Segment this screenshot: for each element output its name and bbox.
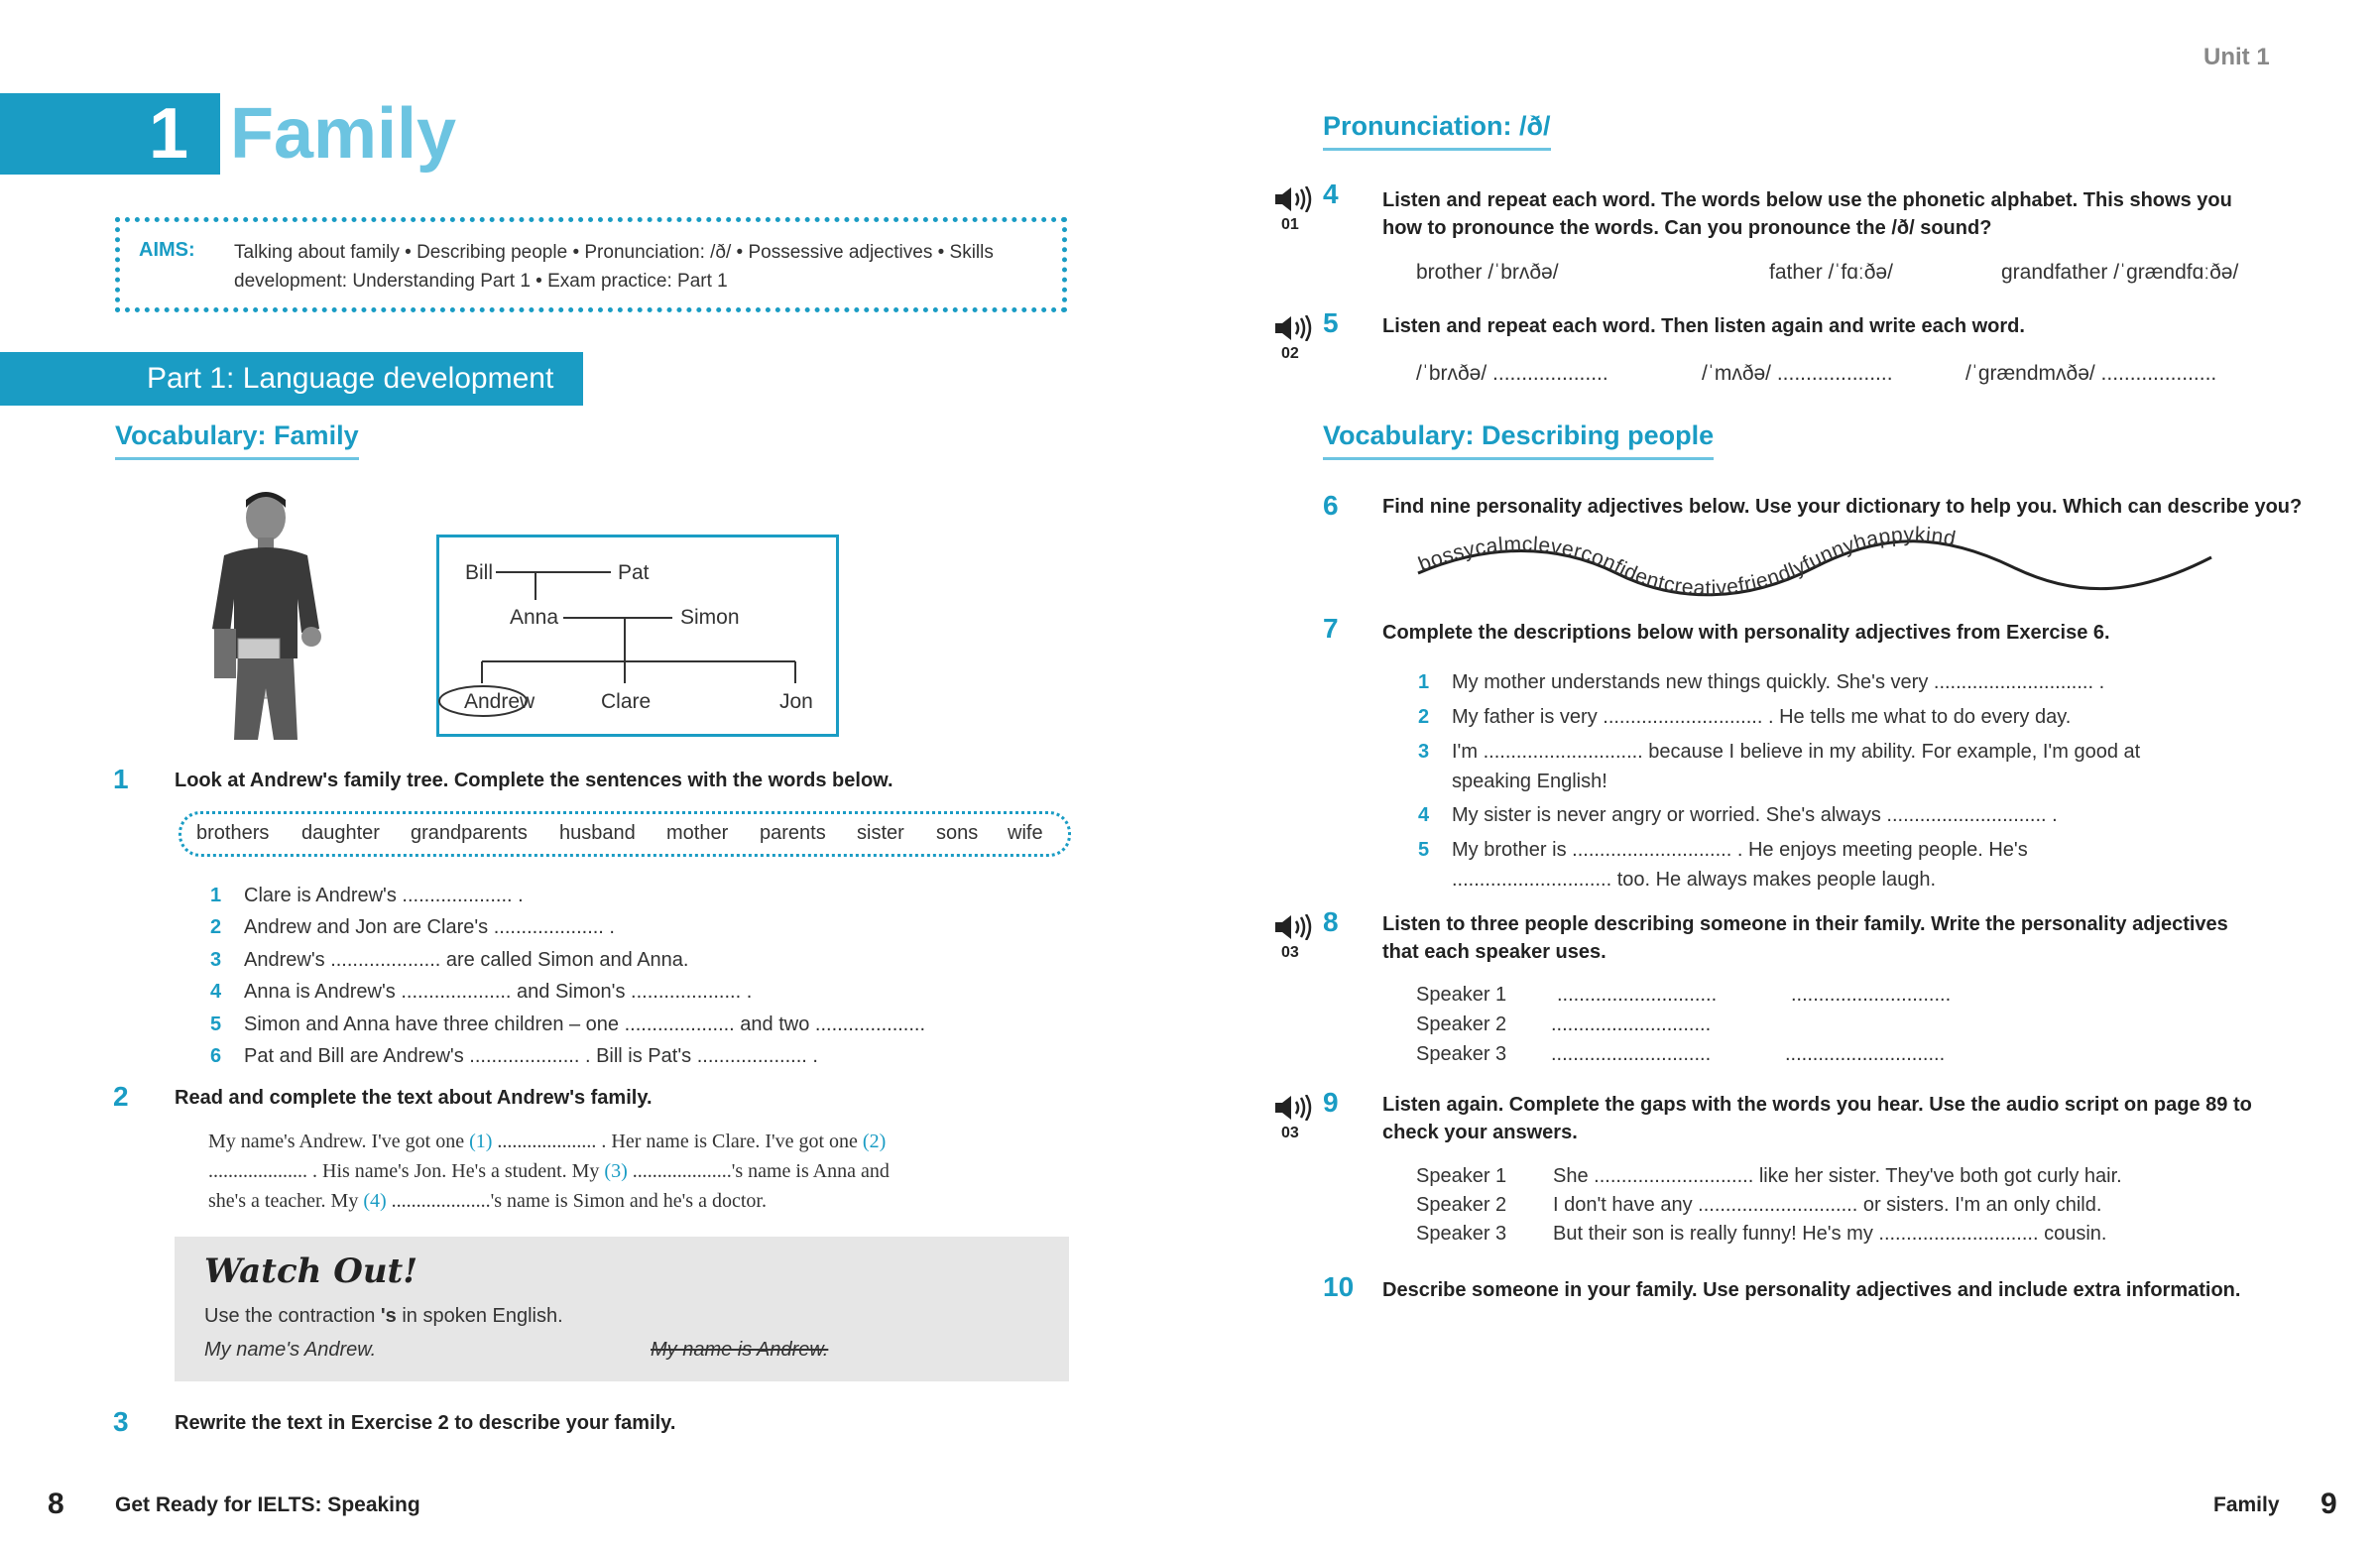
exercise-4-number: 4 <box>1323 179 1339 209</box>
word-snake-letters: bossycalmcleverconfidentcreativefriendlyfunnyhappykind <box>1415 524 1959 600</box>
list-item: 2 Andrew and Jon are Clare's .................... . <box>210 916 615 939</box>
word-grandparents: grandparents <box>411 822 528 844</box>
exercise-9-instruction: Listen again. Complete the gaps with the words you hear. Use the audio script on page 89 to check your answers. <box>1382 1094 2252 1143</box>
list-item: Speaker 1 She ............................. like her sister. They've both got curly hair. <box>1416 1165 2122 1187</box>
phonetic-gap-1: /ˈbrʌðə/ .................... <box>1416 362 1608 385</box>
list-item: 4 Anna is Andrew's .................... and Simon's .................... . <box>210 981 753 1004</box>
list-item: Speaker 3 But their son is really funny! He's my ............................. cousin. <box>1416 1223 2107 1245</box>
exercise-10-instruction: Describe someone in your family. Use personality adjectives and include extra information. <box>1382 1279 2241 1301</box>
exercise-5-number: 5 <box>1323 307 1339 338</box>
watch-out-title: Watch Out! <box>204 1251 418 1291</box>
phonetic-grandfather: grandfather /ˈgrændfɑːðə/ <box>2001 261 2239 284</box>
word-sons: sons <box>936 822 979 844</box>
exercise-8-number: 8 <box>1323 906 1339 937</box>
exercise-1-items <box>210 881 925 1073</box>
chapter-title-footer: Family <box>2213 1493 2280 1516</box>
part-title: Part 1: Language development <box>147 362 554 395</box>
exercise-6-number: 6 <box>1323 490 1339 521</box>
unit-label: Unit 1 <box>2203 44 2270 70</box>
vocabulary-describing-heading: Vocabulary: Describing people <box>1323 420 1714 460</box>
exercise-9-number: 9 <box>1323 1087 1339 1118</box>
audio-track-01: 01 <box>1281 216 1299 233</box>
exercise-1-instruction: Look at Andrew's family tree. Complete the sentences with the words below. <box>175 770 893 791</box>
page-number-left: 8 <box>48 1488 64 1520</box>
list-item: 5 My brother is ............................. . He enjoys meeting people. He's ............................. too. He always makes people laugh. <box>1418 839 2028 891</box>
list-item: 1 Clare is Andrew's .................... . <box>210 885 524 906</box>
list-item: Speaker 3 ............................. ............................. <box>1416 1043 1946 1065</box>
list-item: Speaker 1 ............................. ............................. <box>1416 984 1952 1006</box>
svg-text:bossycalmcleverconfidentcreati <box>1415 524 1958 600</box>
word-wife: wife <box>1008 822 1043 844</box>
exercise-4-instruction: Listen and repeat each word. The words below use the phonetic alphabet. This shows you how to pronounce the words. Can you pronounce the /ð/ sound? <box>1382 189 2232 239</box>
audio-speaker-icon[interactable] <box>1273 1095 1313 1121</box>
watch-out-rule: Use the contraction 's in spoken English. <box>204 1305 563 1327</box>
vocabulary-family-heading: Vocabulary: Family <box>115 420 359 460</box>
list-item: Speaker 2 I don't have any ............................. or sisters. I'm an only child. <box>1416 1194 2102 1216</box>
student-photo <box>194 490 335 740</box>
phonetic-gap-3: /ˈgrændmʌðə/ .................... <box>1965 362 2217 385</box>
list-item: 3 Andrew's .................... are called Simon and Anna. <box>210 948 689 971</box>
exercise-3-instruction: Rewrite the text in Exercise 2 to describe your family. <box>175 1412 676 1434</box>
audio-speaker-icon[interactable] <box>1273 315 1313 341</box>
exercise-7-items <box>1418 668 2140 894</box>
watch-out-correct-example: My name's Andrew. <box>204 1339 377 1361</box>
word-brothers: brothers <box>196 822 270 844</box>
phonetic-brother: brother /ˈbrʌðə/ <box>1416 261 1559 284</box>
tree-andrew: Andrew <box>464 690 536 713</box>
exercise-8-instruction: Listen to three people describing someone in their family. Write the personality adjectives that each speaker uses. <box>1382 913 2228 963</box>
exercise-2-instruction: Read and complete the text about Andrew's family. <box>175 1087 653 1109</box>
list-item: 5 Simon and Anna have three children – one .................... and two .................... <box>210 1013 926 1035</box>
exercise-1-number: 1 <box>113 764 129 794</box>
exercise-6-instruction: Find nine personality adjectives below. Use your dictionary to help you. Which can describe you? <box>1382 496 2303 518</box>
exercise-3-number: 3 <box>113 1406 129 1437</box>
audio-speaker-icon[interactable] <box>1273 914 1313 940</box>
word-husband: husband <box>559 822 636 844</box>
tree-bill: Bill <box>465 561 494 584</box>
aims-label: AIMS: <box>139 239 195 261</box>
exercise-8-speakers <box>1416 980 1951 1069</box>
audio-track-02: 02 <box>1281 345 1299 362</box>
audio-speaker-icon[interactable] <box>1273 186 1313 212</box>
list-item: Speaker 2 ............................. <box>1416 1013 1712 1035</box>
exercise-7-instruction: Complete the descriptions below with personality adjectives from Exercise 6. <box>1382 622 2110 644</box>
phonetic-gap-2: /ˈmʌðə/ .................... <box>1702 362 1893 385</box>
word-parents: parents <box>760 822 826 844</box>
exercise-7-number: 7 <box>1323 613 1339 644</box>
word-snake <box>1408 524 2221 603</box>
tree-jon: Jon <box>779 690 813 713</box>
tree-simon: Simon <box>680 606 740 629</box>
list-item: 1 My mother understands new things quickly. She's very ............................. . <box>1418 671 2105 693</box>
exercise-10-number: 10 <box>1323 1271 1355 1302</box>
phonetic-father: father /ˈfɑːðə/ <box>1769 261 1893 284</box>
audio-track-03: 03 <box>1281 944 1299 961</box>
page-number-right: 9 <box>2320 1488 2337 1520</box>
audio-track-03: 03 <box>1281 1125 1299 1141</box>
exercise-2-text: My name's Andrew. I've got one (1) .................... . Her name is Clare. I've got one (2) .................... . His name's Jon. He's a student. My (3) ....................'s name is Anna and she's a teacher. My (4) ....................'s name is Simon and he's a doctor. <box>208 1131 890 1212</box>
unit-title: Family <box>230 94 457 174</box>
unit-number: 1 <box>149 94 189 174</box>
word-sister: sister <box>857 822 904 844</box>
tree-clare: Clare <box>601 690 652 713</box>
word-mother: mother <box>666 822 729 844</box>
list-item: 4 My sister is never angry or worried. She's always ............................. . <box>1418 804 2058 826</box>
list-item: 2 My father is very ............................. . He tells me what to do every day. <box>1418 706 2072 728</box>
exercise-5-instruction: Listen and repeat each word. Then listen again and write each word. <box>1382 315 2025 337</box>
watch-out-wrong-example: My name is Andrew. <box>651 1339 829 1361</box>
exercise-2-number: 2 <box>113 1081 129 1112</box>
book-title-footer: Get Ready for IELTS: Speaking <box>115 1493 420 1516</box>
exercise-9-speakers <box>1416 1162 2122 1249</box>
word-daughter: daughter <box>301 822 380 844</box>
tree-pat: Pat <box>618 561 650 584</box>
list-item: 3 I'm ............................. because I believe in my ability. For example, I'm good at speaking English! <box>1418 741 2141 792</box>
tree-anna: Anna <box>510 606 559 629</box>
list-item: 6 Pat and Bill are Andrew's .................... . Bill is Pat's .................... . <box>210 1045 818 1068</box>
aims-text: Talking about family • Describing people • Pronunciation: /ð/ • Possessive adjectives • Skills development: Understanding Part 1 • Exam practice: Part 1 <box>234 242 994 292</box>
pronunciation-heading: Pronunciation: /ð/ <box>1323 111 1551 151</box>
